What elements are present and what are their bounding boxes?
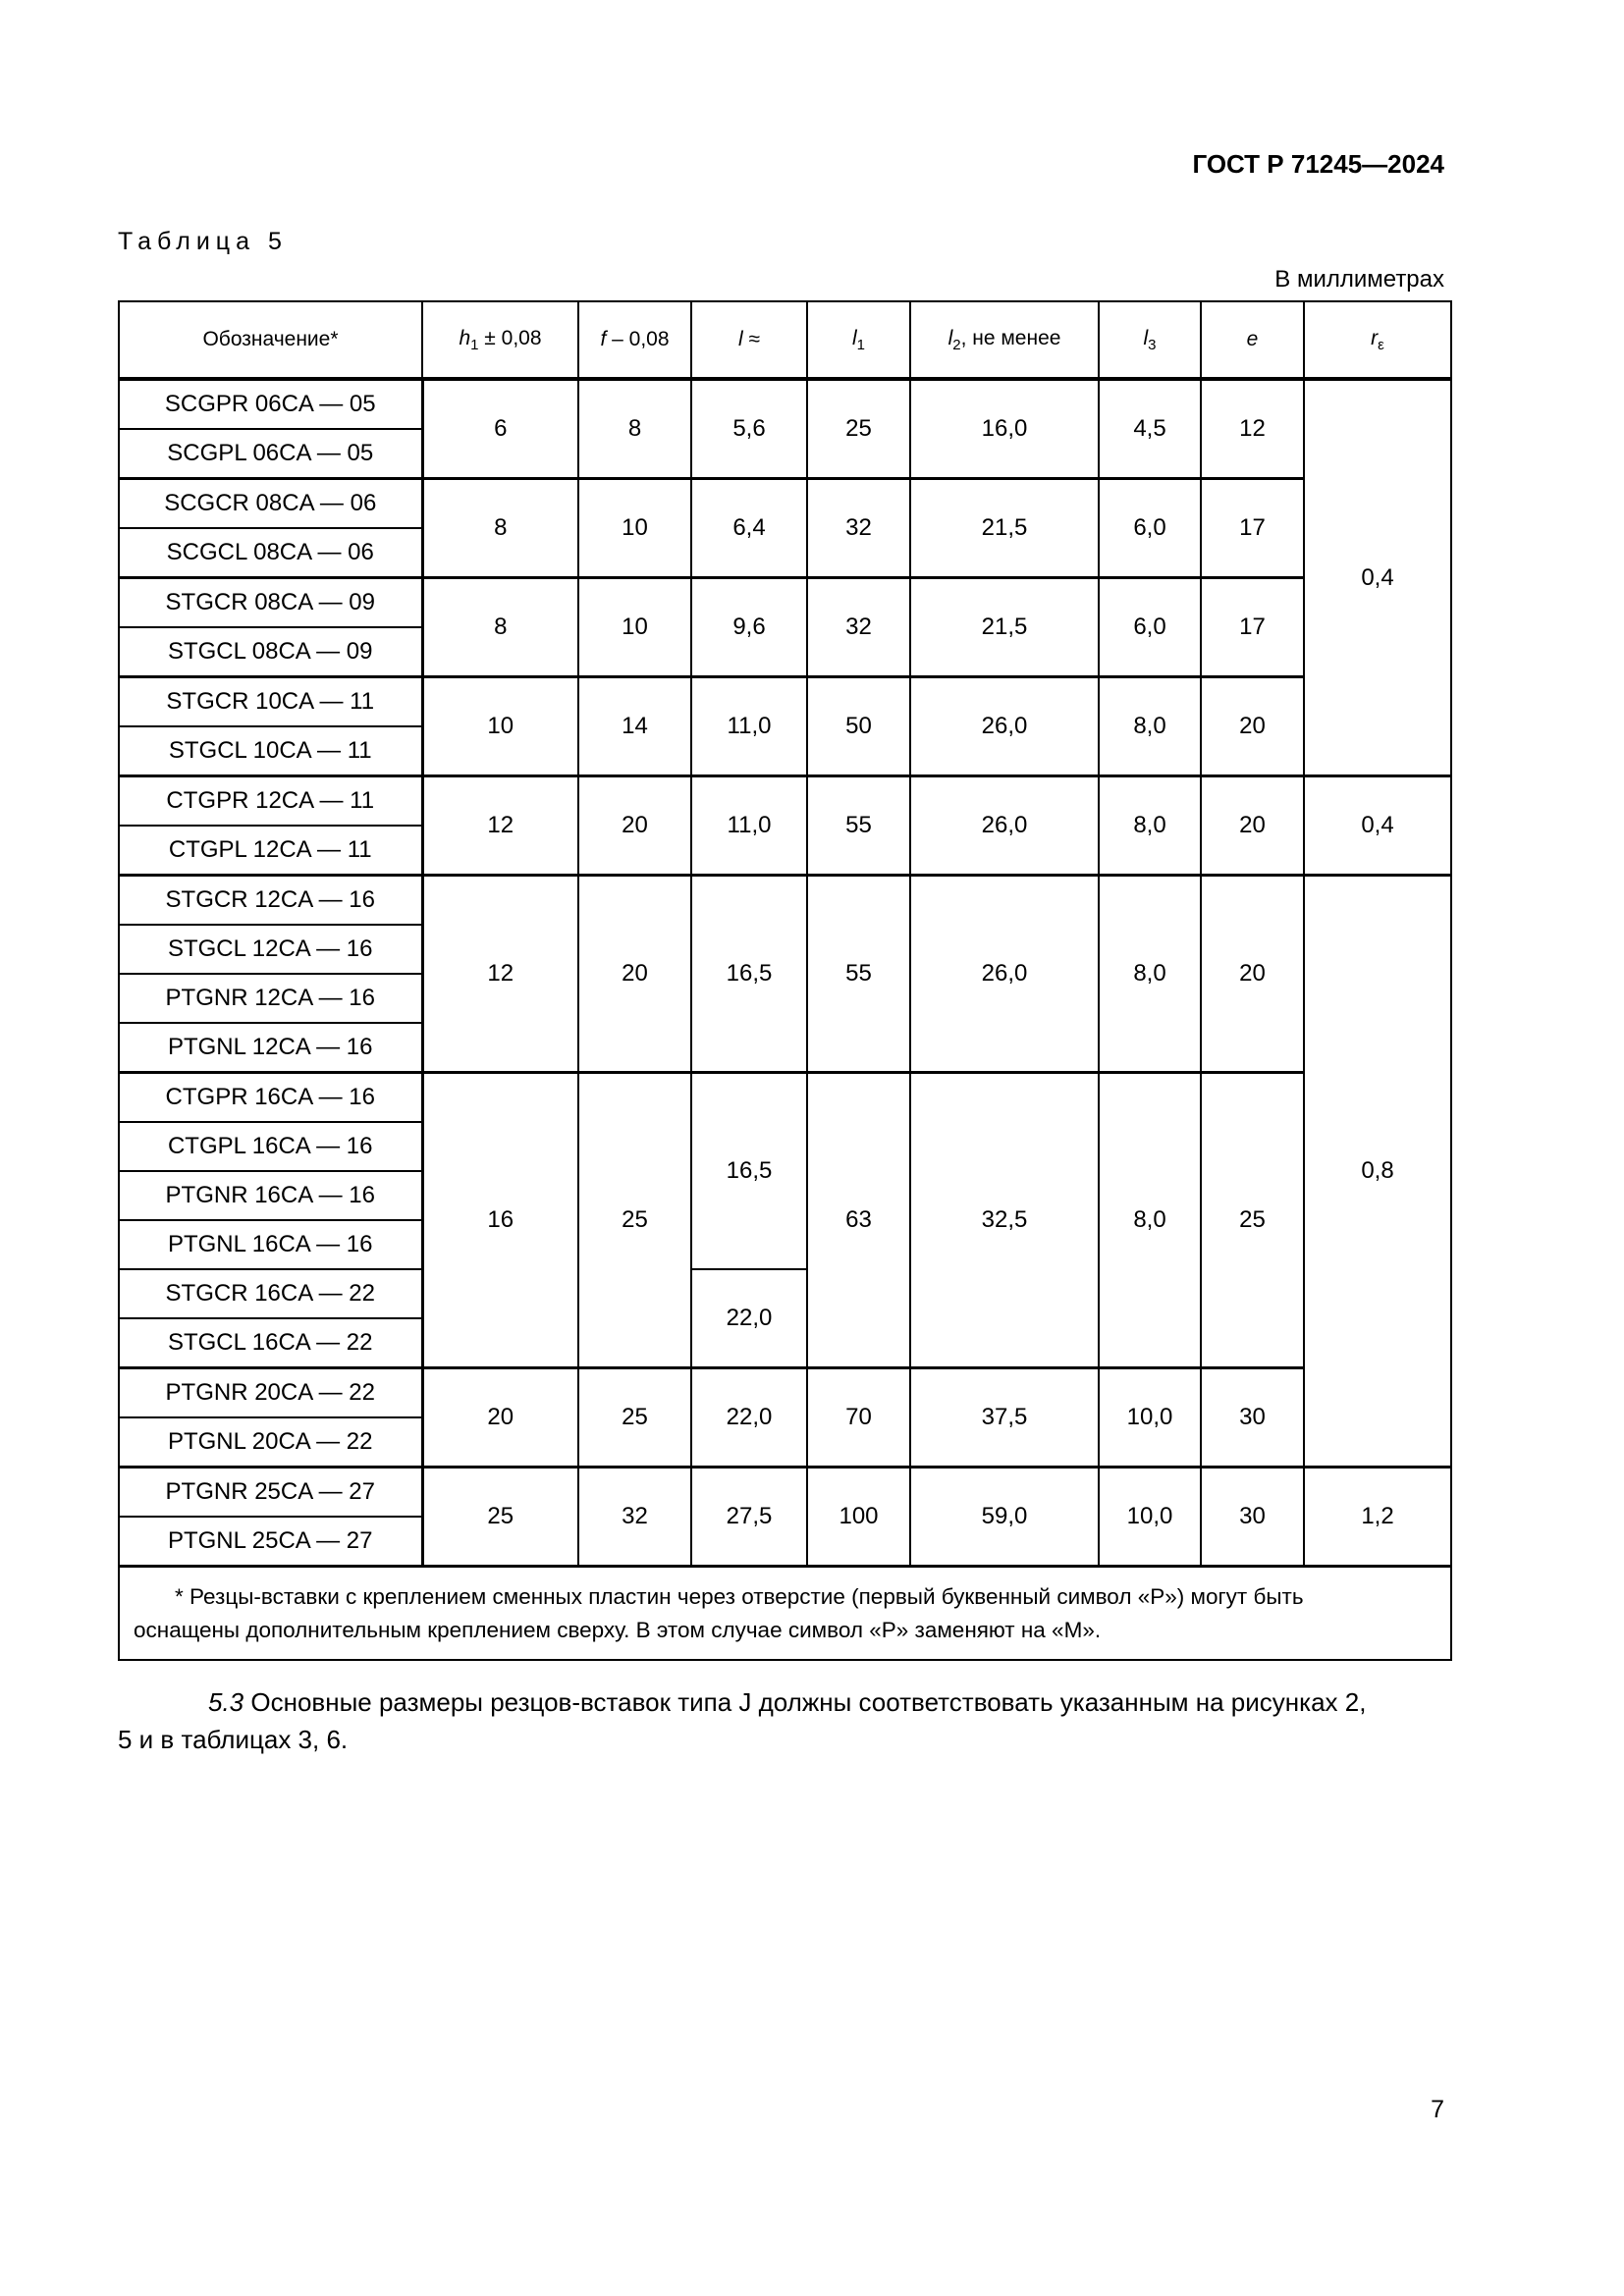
l2-cell: 21,5 xyxy=(910,479,1099,578)
designation-cell: SCGCR 08CA — 06 xyxy=(119,479,422,529)
e-cell: 20 xyxy=(1201,876,1304,1073)
f-cell: 10 xyxy=(578,479,691,578)
l1-cell: 63 xyxy=(807,1073,910,1368)
l1-cell: 50 xyxy=(807,677,910,776)
l-cell: 22,0 xyxy=(691,1368,807,1468)
f-cell: 14 xyxy=(578,677,691,776)
r-epsilon-cell: 0,8 xyxy=(1304,876,1451,1468)
h1-cell: 16 xyxy=(422,1073,578,1368)
footnote-line: * Резцы-вставки с креплением сменных пластин через отверстие (первый буквенный символ «P») могут быть xyxy=(175,1583,1304,1609)
l2-cell: 21,5 xyxy=(910,578,1099,677)
l-cell: 11,0 xyxy=(691,677,807,776)
table-row xyxy=(119,1073,1451,1123)
designation-cell: STGCL 12CA — 16 xyxy=(119,925,422,974)
header-e: e xyxy=(1201,301,1304,379)
table-row xyxy=(119,479,1451,529)
r-epsilon-cell: 0,4 xyxy=(1304,379,1451,776)
units-note: В миллиметрах xyxy=(1274,266,1444,293)
table-row xyxy=(119,677,1451,727)
f-cell: 25 xyxy=(578,1368,691,1468)
l3-cell: 10,0 xyxy=(1099,1468,1201,1567)
l2-cell: 26,0 xyxy=(910,776,1099,876)
l3-cell: 10,0 xyxy=(1099,1368,1201,1468)
footnote-row xyxy=(119,1567,1451,1661)
l-cell: 9,6 xyxy=(691,578,807,677)
table-footnote xyxy=(119,1567,1451,1661)
e-cell: 20 xyxy=(1201,776,1304,876)
table-row xyxy=(119,1468,1451,1518)
designation-cell: CTGPL 12CA — 11 xyxy=(119,826,422,876)
header-designation: Обозначение* xyxy=(119,301,422,379)
l3-cell: 8,0 xyxy=(1099,776,1201,876)
clause-text: Основные размеры резцов-вставок типа J должны соответствовать указанным на рисунках 2, xyxy=(244,1687,1367,1717)
l2-cell: 59,0 xyxy=(910,1468,1099,1567)
l2-cell: 37,5 xyxy=(910,1368,1099,1468)
l2-cell: 16,0 xyxy=(910,379,1099,479)
designation-cell: PTGNL 12CA — 16 xyxy=(119,1023,422,1073)
designation-cell: PTGNR 12CA — 16 xyxy=(119,974,422,1023)
dimensions-table xyxy=(118,300,1452,1661)
header-h1: $h_1 \pm 0,08$ xyxy=(422,301,578,379)
header-l: l ≈ xyxy=(691,301,807,379)
header-r-epsilon: $r_\varepsilon$ xyxy=(1304,301,1451,379)
f-cell: 20 xyxy=(578,876,691,1073)
l-cell: 11,0 xyxy=(691,776,807,876)
l-cell: 22,0 xyxy=(691,1269,807,1368)
f-cell: 8 xyxy=(578,379,691,479)
h1-cell: 8 xyxy=(422,479,578,578)
designation-cell: PTGNL 20CA — 22 xyxy=(119,1417,422,1468)
l3-cell: 8,0 xyxy=(1099,876,1201,1073)
standard-number: ГОСТ Р 71245—2024 xyxy=(1192,149,1444,179)
header-l2: $l_2$, не менее xyxy=(910,301,1099,379)
e-cell: 30 xyxy=(1201,1368,1304,1468)
l3-cell: 8,0 xyxy=(1099,1073,1201,1368)
header-l1: $l_1$ xyxy=(807,301,910,379)
l-cell: 5,6 xyxy=(691,379,807,479)
e-cell: 20 xyxy=(1201,677,1304,776)
table-row xyxy=(119,578,1451,628)
h1-cell: 6 xyxy=(422,379,578,479)
designation-cell: CTGPR 16CA — 16 xyxy=(119,1073,422,1123)
designation-cell: CTGPR 12CA — 11 xyxy=(119,776,422,827)
table-row xyxy=(119,876,1451,926)
clause-number: 5.3 xyxy=(208,1687,244,1717)
l-cell: 6,4 xyxy=(691,479,807,578)
table-row xyxy=(119,1368,1451,1418)
h1-cell: 8 xyxy=(422,578,578,677)
l3-cell: 8,0 xyxy=(1099,677,1201,776)
clause-line xyxy=(118,1683,1444,1721)
page-number: 7 xyxy=(1431,2096,1444,2123)
footnote-line: оснащены дополнительным креплением сверху. В этом случае символ «P» заменяют на «M». xyxy=(134,1617,1102,1642)
l-cell: 16,5 xyxy=(691,876,807,1073)
l1-cell: 32 xyxy=(807,479,910,578)
designation-cell: SCGCL 08CA — 06 xyxy=(119,528,422,578)
designation-cell: CTGPL 16CA — 16 xyxy=(119,1122,422,1171)
e-cell: 17 xyxy=(1201,578,1304,677)
e-cell: 17 xyxy=(1201,479,1304,578)
designation-cell: STGCR 12CA — 16 xyxy=(119,876,422,926)
f-cell: 32 xyxy=(578,1468,691,1567)
h1-cell: 10 xyxy=(422,677,578,776)
l3-cell: 6,0 xyxy=(1099,578,1201,677)
l1-cell: 70 xyxy=(807,1368,910,1468)
table-row xyxy=(119,776,1451,827)
designation-cell: PTGNL 25CA — 27 xyxy=(119,1517,422,1567)
f-cell: 10 xyxy=(578,578,691,677)
designation-cell: PTGNR 25CA — 27 xyxy=(119,1468,422,1518)
f-cell: 20 xyxy=(578,776,691,876)
header-l3: $l_3$ xyxy=(1099,301,1201,379)
h1-cell: 20 xyxy=(422,1368,578,1468)
table-row xyxy=(119,379,1451,429)
l2-cell: 26,0 xyxy=(910,876,1099,1073)
table-caption: Таблица 5 xyxy=(118,228,288,255)
clause-line: 5 и в таблицах 3, 6. xyxy=(118,1725,349,1754)
h1-cell: 25 xyxy=(422,1468,578,1567)
l3-cell: 6,0 xyxy=(1099,479,1201,578)
l-cell: 16,5 xyxy=(691,1073,807,1270)
l1-cell: 32 xyxy=(807,578,910,677)
e-cell: 12 xyxy=(1201,379,1304,479)
r-epsilon-cell: 1,2 xyxy=(1304,1468,1451,1567)
designation-cell: SCGPL 06CA — 05 xyxy=(119,429,422,479)
designation-cell: STGCR 16CA — 22 xyxy=(119,1269,422,1318)
l1-cell: 25 xyxy=(807,379,910,479)
designation-cell: STGCR 10CA — 11 xyxy=(119,677,422,727)
h1-cell: 12 xyxy=(422,776,578,876)
l1-cell: 55 xyxy=(807,776,910,876)
designation-cell: STGCL 08CA — 09 xyxy=(119,627,422,677)
l2-cell: 26,0 xyxy=(910,677,1099,776)
designation-cell: PTGNR 20CA — 22 xyxy=(119,1368,422,1418)
designation-cell: SCGPR 06CA — 05 xyxy=(119,379,422,429)
h1-cell: 12 xyxy=(422,876,578,1073)
e-cell: 30 xyxy=(1201,1468,1304,1567)
clause-5-3 xyxy=(118,1683,1444,1758)
l1-cell: 100 xyxy=(807,1468,910,1567)
header-f: f – 0,08 xyxy=(578,301,691,379)
f-cell: 25 xyxy=(578,1073,691,1368)
header-row xyxy=(119,301,1451,379)
r-epsilon-cell: 0,4 xyxy=(1304,776,1451,876)
designation-cell: STGCR 08CA — 09 xyxy=(119,578,422,628)
designation-cell: STGCL 16CA — 22 xyxy=(119,1318,422,1368)
designation-cell: PTGNR 16CA — 16 xyxy=(119,1171,422,1220)
designation-cell: PTGNL 16CA — 16 xyxy=(119,1220,422,1269)
l1-cell: 55 xyxy=(807,876,910,1073)
l-cell: 27,5 xyxy=(691,1468,807,1567)
designation-cell: STGCL 10CA — 11 xyxy=(119,726,422,776)
l3-cell: 4,5 xyxy=(1099,379,1201,479)
e-cell: 25 xyxy=(1201,1073,1304,1368)
l2-cell: 32,5 xyxy=(910,1073,1099,1368)
